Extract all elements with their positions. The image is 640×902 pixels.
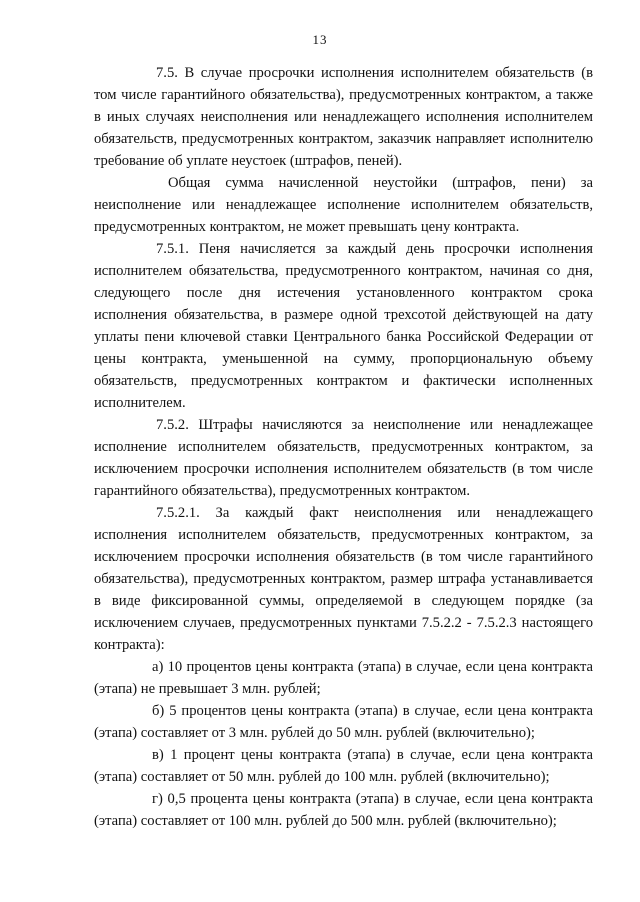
paragraph-7-5-2-1: 7.5.2.1. За каждый факт неисполнения или ненадлежащего исполнения исполнителем обязательств, предусмотренных контрактом, за исключением просрочки исполнения обязательств (в том числе гарантийного обязательства), предусмотренных контрактом, размер штрафа устанавливается в виде фиксированной суммы, определяемой в следующем порядке (за исключением случаев, предусмотренных пунктами 7.5.2.2 - 7.5.2.3 настоящего контракта): — [94, 505, 593, 653]
document-body — [94, 62, 593, 832]
paragraph-total-penalty: Общая сумма начисленной неустойки (штрафов, пени) за неисполнение или ненадлежащее исполнение исполнителем обязательств, предусмотренных контрактом, не может превышать цену контракта. — [94, 175, 593, 235]
list-item-b: б) 5 процентов цены контракта (этапа) в случае, если цена контракта (этапа) составляет от 3 млн. рублей до 50 млн. рублей (включительно); — [94, 703, 593, 741]
paragraph-7-5: 7.5. В случае просрочки исполнения исполнителем обязательств (в том числе гарантийного обязательства), предусмотренных контрактом, а также в иных случаях неисполнения или ненадлежащего исполнения исполнителем обязательств, предусмотренных контрактом, заказчик направляет исполнителю требование об уплате неустоек (штрафов, пеней). — [94, 65, 593, 169]
list-item-v: в) 1 процент цены контракта (этапа) в случае, если цена контракта (этапа) составляет от 50 млн. рублей до 100 млн. рублей (включительно); — [94, 747, 593, 785]
page-number: 13 — [312, 32, 328, 47]
paragraph-7-5-1: 7.5.1. Пеня начисляется за каждый день просрочки исполнения исполнителем обязательства, предусмотренного контрактом, начиная со дня, следующего после дня истечения установленного контрактом срока исполнения обязательства, в размере одной трехсотой действующей на дату уплаты пени ключевой ставки Центрального банка Российской Федерации от цены контракта, уменьшенной на сумму, пропорциональную объему обязательств, предусмотренных контрактом и фактически исполненных исполнителем. — [94, 241, 593, 411]
list-item-a: а) 10 процентов цены контракта (этапа) в случае, если цена контракта (этапа) не превышает 3 млн. рублей; — [94, 659, 593, 697]
paragraph-7-5-2: 7.5.2. Штрафы начисляются за неисполнение или ненадлежащее исполнение исполнителем обязательств, предусмотренных контрактом, за исключением просрочки исполнения исполнителем обязательств (в том числе гарантийного обязательства), предусмотренных контрактом. — [94, 417, 593, 499]
list-item-g: г) 0,5 процента цены контракта (этапа) в случае, если цена контракта (этапа) составляет от 100 млн. рублей до 500 млн. рублей (включительно); — [94, 791, 593, 829]
